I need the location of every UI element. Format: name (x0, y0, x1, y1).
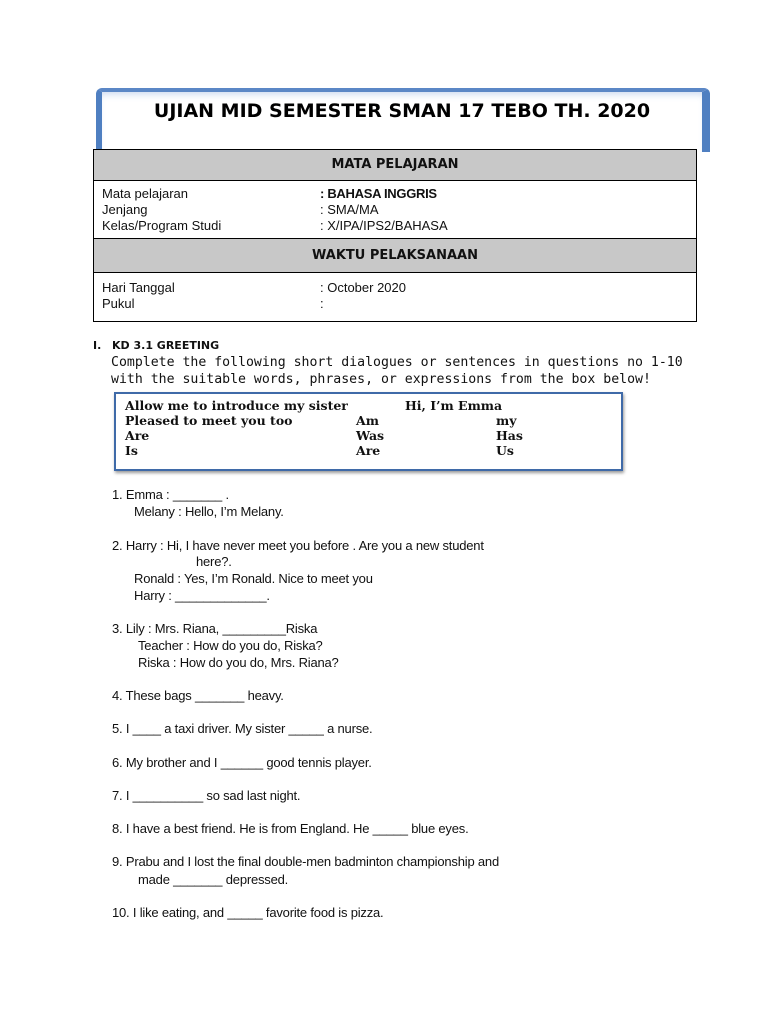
word-option: Am (356, 413, 379, 428)
subject-section-header: MATA PELAJARAN (94, 150, 696, 181)
question-3-line: Teacher : How do you do, Riska? (138, 638, 323, 653)
schedule-section-rows (94, 273, 696, 321)
word-box-row (125, 443, 615, 458)
word-option: Pleased to meet you too (125, 413, 293, 428)
word-option: my (496, 413, 517, 428)
exam-title: UJIAN MID SEMESTER SMAN 17 TEBO TH. 2020 (153, 100, 651, 122)
instruction-line: with the suitable words, phrases, or expressions from the box below! (111, 372, 651, 387)
question-9-line: 9. Prabu and I lost the final double-men badminton championship and (112, 854, 499, 869)
question-4: 4. These bags _______ heavy. (112, 688, 284, 703)
question-2-line: here?. (196, 554, 232, 569)
info-row-class (94, 218, 696, 234)
word-option: Allow me to introduce my sister (125, 398, 348, 413)
part-title: KD 3.1 GREETING (112, 339, 220, 352)
word-option: Is (125, 443, 138, 458)
word-choice-box (114, 392, 623, 471)
word-option: Has (496, 428, 523, 443)
word-option: Are (125, 428, 150, 443)
word-option: Are (356, 443, 381, 458)
info-row-subject (94, 186, 696, 202)
word-option: Hi, I’m Emma (405, 398, 503, 413)
info-row-date (94, 280, 696, 296)
question-10: 10. I like eating, and _____ favorite food is pizza. (112, 905, 384, 920)
part-number: I. (93, 339, 102, 352)
part-heading (93, 339, 219, 352)
word-box-row (125, 428, 615, 443)
info-row-level (94, 202, 696, 218)
question-8: 8. I have a best friend. He is from England. He _____ blue eyes. (112, 821, 469, 836)
question-1-line: 1. Emma : _______ . (112, 487, 229, 502)
info-value: : SMA/MA (320, 202, 379, 217)
word-option: Was (356, 428, 385, 443)
question-9-line: made _______ depressed. (138, 872, 289, 887)
question-3-line: 3. Lily : Mrs. Riana, _________Riska (112, 621, 318, 636)
instruction-line: Complete the following short dialogues or sentences in questions no 1-10 (111, 355, 683, 370)
word-box-row (125, 398, 615, 413)
info-value: : October 2020 (320, 280, 406, 295)
info-label: Hari Tanggal (102, 280, 175, 295)
question-2-line: Ronald : Yes, I’m Ronald. Nice to meet you (134, 571, 373, 586)
question-2-line: 2. Harry : Hi, I have never meet you before . Are you a new student (112, 538, 484, 553)
exam-info-table (93, 149, 697, 322)
info-value: : X/IPA/IPS2/BAHASA (320, 218, 448, 233)
info-row-time (94, 296, 696, 312)
word-option: Us (496, 443, 514, 458)
question-2-line: Harry : _____________. (134, 588, 270, 603)
question-7: 7. I __________ so sad last night. (112, 788, 301, 803)
info-label: Mata pelajaran (102, 186, 188, 201)
info-label: Pukul (102, 296, 135, 311)
question-1-line: Melany : Hello, I’m Melany. (134, 504, 284, 519)
question-5: 5. I ____ a taxi driver. My sister _____ a nurse. (112, 721, 373, 736)
question-6: 6. My brother and I ______ good tennis player. (112, 755, 372, 770)
instruction (111, 354, 691, 388)
info-label: Kelas/Program Studi (102, 218, 222, 233)
schedule-section-header: WAKTU PELAKSANAAN (94, 238, 696, 273)
word-box-row (125, 413, 615, 428)
info-label: Jenjang (102, 202, 148, 217)
info-value: : (320, 296, 324, 311)
subject-section-rows (94, 181, 696, 238)
question-3-line: Riska : How do you do, Mrs. Riana? (138, 655, 339, 670)
info-value: : BAHASA INGGRIS (320, 186, 437, 201)
title-box (96, 88, 710, 152)
